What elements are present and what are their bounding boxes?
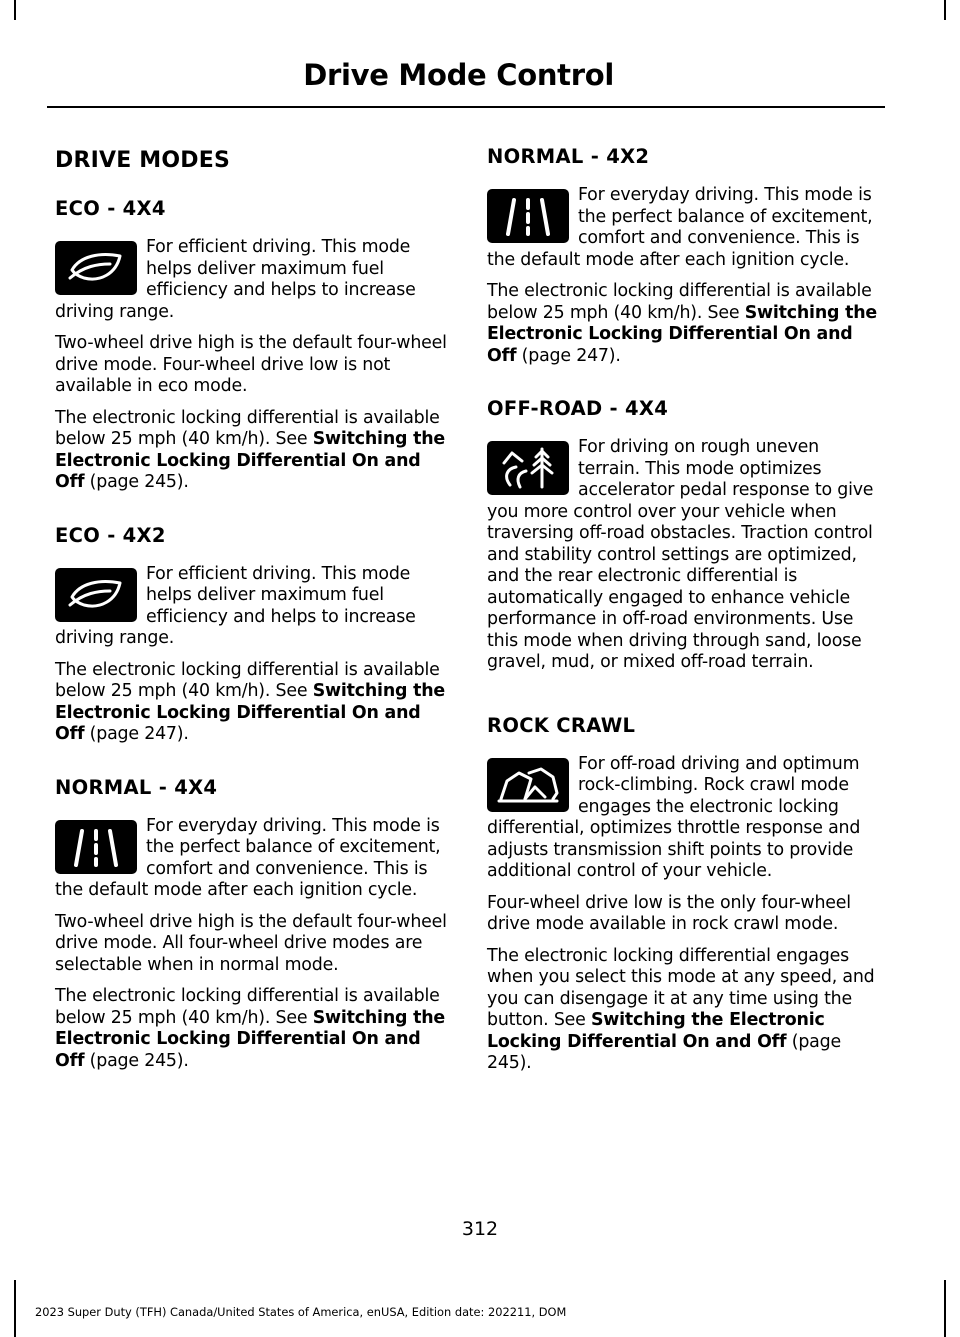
eco-4x4-default-mode: Two-wheel drive high is the default four-wheel drive mode. Four-wheel drive low is not available in eco mode. (55, 333, 447, 396)
normal-4x4-default-mode: Two-wheel drive high is the default four-wheel drive mode. All four-wheel drive modes are selectable when in normal mode. (55, 911, 447, 975)
eco-4x2-description: For efficient driving. This mode helps deliver maximum fuel efficiency and helps to increase driving range. (55, 563, 416, 648)
normal-4x4-description: For everyday driving. This mode is the perfect balance of excitement, comfort and convenience. This is the default mode after each ignition cycle. (55, 815, 441, 900)
eco-4x4-differential: The electronic locking differential is available below 25 mph (40 km/h). See Switching the Electronic Locking Differential On and Off (page 245). (55, 407, 445, 492)
rock-crawl-description: For off-road driving and optimum rock-climbing. Rock crawl mode engages the electronic locking differential, optimizes throttle response and adjusts transmission shift points to provide additional control of your vehicle. (487, 753, 861, 881)
crop-mark-top-right (944, 0, 946, 20)
cross-reference-link[interactable]: Switching the Electronic Locking Differential On and Off (487, 1010, 825, 1052)
section-eco-4x2 (55, 524, 447, 746)
section-normal-4x2 (487, 145, 879, 367)
section-eco-4x4 (55, 197, 447, 494)
cross-reference-link[interactable]: Switching the Electronic Locking Differential On and Off (55, 681, 445, 744)
cross-reference-link[interactable]: Switching the Electronic Locking Differential On and Off (55, 1007, 445, 1071)
leaf-icon (55, 568, 137, 622)
leaf-icon (55, 241, 137, 295)
road-icon (487, 189, 569, 243)
cross-reference-link[interactable]: Switching the Electronic Locking Differential On and Off (55, 429, 445, 492)
section-rock-crawl (487, 714, 879, 1075)
section-title: NORMAL - 4X2 (487, 145, 650, 168)
rock-crawl-differential: The electronic locking differential engages when you select this mode at any speed, and you can disengage it at any time using the button. See Switching the Electronic Locking Differential On and Off (page 245). (487, 945, 875, 1073)
eco-4x4-description: For efficient driving. This mode helps deliver maximum fuel efficiency and helps to increase driving range. (55, 237, 416, 322)
rock-crawl-four-wheel-low: Four-wheel drive low is the only four-wheel drive mode available in rock crawl mode. (487, 892, 851, 934)
normal-4x4-differential: The electronic locking differential is available below 25 mph (40 km/h). See Switching the Electronic Locking Differential On and Off (page 245). (55, 986, 445, 1071)
section-normal-4x4 (55, 776, 447, 1073)
crop-mark-top-left (14, 0, 16, 20)
section-title: ECO - 4X4 (55, 197, 166, 220)
off-road-4x4-description: For driving on rough uneven terrain. This mode optimizes accelerator pedal response to give you more control over your vehicle when traversing off-road obstacles. Traction control and stability control settings are optimized, and the rear electronic differential is automatically engaged to enhance vehicle performance in off-road environments. Use this mode when driving through sand, loose gravel, mud, or mixed off-road terrain. (487, 437, 874, 672)
page-number: 312 (461, 1218, 499, 1240)
cross-reference-link[interactable]: Switching the Electronic Locking Differential On and Off (487, 302, 877, 366)
off-road-icon (487, 441, 569, 495)
section-off-road-4x4 (487, 397, 879, 684)
section-title: ECO - 4X2 (55, 523, 166, 547)
rock-crawl-icon (487, 758, 569, 812)
section-title: NORMAL - 4X4 (55, 775, 218, 799)
normal-4x2-differential: The electronic locking differential is available below 25 mph (40 km/h). See Switching the Electronic Locking Differential On and Off (page 247). (487, 281, 877, 366)
chapter-title: DRIVE MODES (55, 148, 231, 173)
left-column (55, 145, 447, 1102)
normal-4x2-description: For everyday driving. This mode is the perfect balance of excitement, comfort and convenience. This is the default mode after each ignition cycle. (487, 185, 873, 270)
crop-mark-bottom-left (14, 1280, 16, 1337)
section-title: ROCK CRAWL (487, 713, 636, 737)
footer-edition-info: 2023 Super Duty (TFH) Canada/United States of America, enUSA, Edition date: 202211, DOM (35, 1305, 567, 1319)
page-header-title: Drive Mode Control (303, 58, 614, 92)
header-divider (47, 106, 885, 108)
eco-4x2-differential: The electronic locking differential is available below 25 mph (40 km/h). See Switching the Electronic Locking Differential On and Off (page 247). (55, 659, 445, 744)
section-title: OFF-ROAD - 4X4 (487, 397, 669, 420)
road-icon (55, 820, 137, 874)
crop-mark-bottom-right (944, 1280, 946, 1337)
right-column (487, 145, 879, 1105)
